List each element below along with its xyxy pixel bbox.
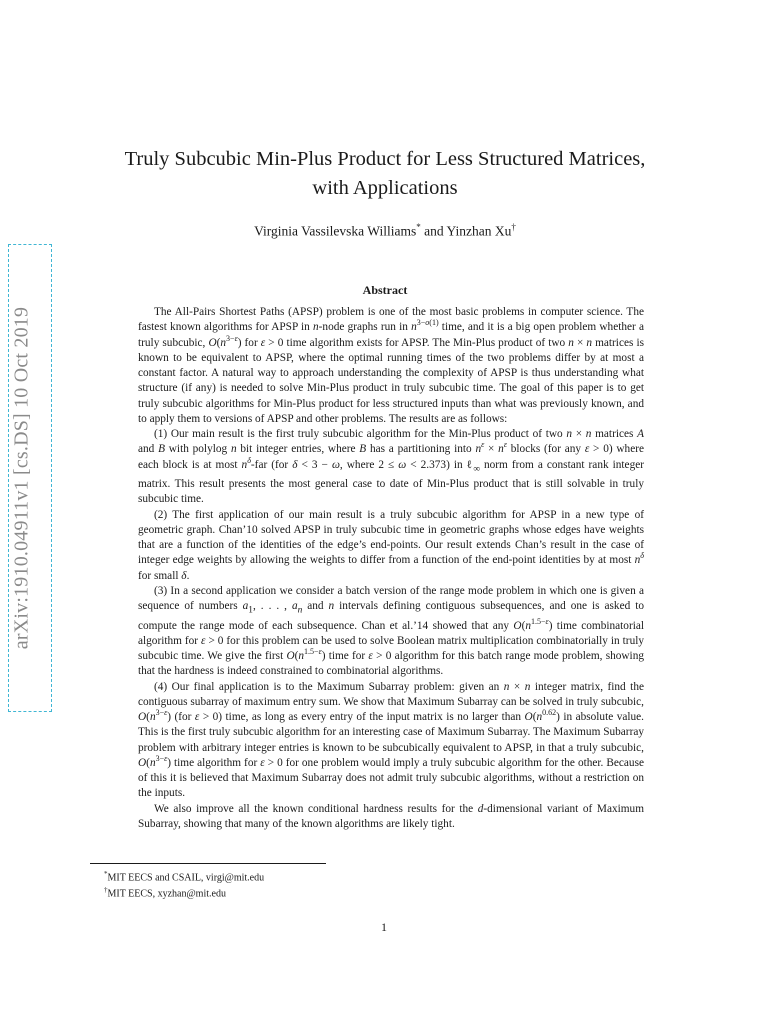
author-2: Yinzhan Xu <box>446 223 512 239</box>
paper-title <box>90 145 680 203</box>
author-line <box>90 218 680 241</box>
footnote-1 <box>104 868 524 884</box>
page-number: 1 <box>381 920 387 934</box>
abstract-body <box>138 305 644 832</box>
abstract-paragraph: (3) In a second application we consider a batch version of the range mode problem in which one is given a sequence of numbers $a_1$, . . . , $a_n$ and n intervals defining contiguous subsequences, and one is asked to compute the range mode of each subsequence. Chan et al.’14 showed that any $O(n^{1.5-\varepsilon})$ time combinatorial algorithm for ε > 0 for this problem can be used to solve Boolean matrix multiplication combinatorially in truly subcubic time. We give the first $O(n^{1.5-\varepsilon})$ time for ε > 0 algorithm for this batch range mode problem, showing that the hardness is indeed constrained to combinatorial algorithms. <box>138 584 644 678</box>
abstract-paragraph: (1) Our main result is the first truly subcubic algorithm for the Min-Plus product of two n × n matrices A and B with polylog n bit integer entries, where B has a partitioning into $n^\varepsilon \times n^\varepsilon$ blocks (for any ε > 0) where each block is at most $n^\delta$-far (for δ < 3 − ω, where 2 ≤ ω < 2.373) in ℓ$_\infty$ norm from a constant rank integer matrix. This result presents the most general case to date of Min-Plus product that is still solvable in truly subcubic time. <box>138 428 644 506</box>
abstract-paragraph: The All-Pairs Shortest Paths (APSP) problem is one of the most basic problems in computer science. The fastest known algorithms for APSP in n-node graphs run in $n^{3-o(1)}$ time, and it is a big open problem whether a truly subcubic, $O(n^{3-\varepsilon})$ for ε > 0 time algorithm exists for APSP. The Min-Plus product of two n × n matrices is known to be equivalent to APSP, where the optimal running times of the two problems differ by at most a constant factor. A natural way to approach understanding the complexity of APSP is thus understanding what structure (if any) is needed to solve Min-Plus product in truly subcubic time. The goal of this paper is to get truly subcubic algorithms for Min-Plus product for less structured inputs than what was previously known, and to apply them to versions of APSP and other problems. The results are as follows: <box>138 306 644 425</box>
title-line-2: with Applications <box>312 177 458 199</box>
footnote-2-mark: † <box>104 886 108 895</box>
abstract-heading: Abstract <box>362 283 408 297</box>
abstract-paragraph: (2) The first application of our main result is a truly subcubic algorithm for APSP in a new type of geometric graph. Chan’10 solved APSP in truly subcubic time in geometric graphs whose edges have weights that are a function of the identities of the edge’s end-points. Our result extends Chan’s result in the case of integer edge weights by allowing the weights to differ from a function of the end-point identities by at most $n^\delta$ for small δ. <box>138 508 644 582</box>
author-1: Virginia Vassilevska Williams <box>254 223 417 239</box>
abstract-paragraph: (4) Our final application is to the Maximum Subarray problem: given an n × n integer matrix, find the contiguous subarray of maximum entry sum. We show that Maximum Subarray can be solved in truly subcubic, $O(n^{3-\varepsilon})$ (for ε > 0) time, as long as every entry of the input matrix is no larger than $O(n^{0.62})$ in absolute value. This is the first truly subcubic algorithm for an interesting case of Maximum Subarray. The Maximum Subarray problem with arbitrary integer entries is known to be subcubically equivalent to APSP, in that a truly subcubic, $O(n^{3-\varepsilon})$ time algorithm for ε > 0 for one problem would imply a truly subcubic algorithm for the other. Because of this it is believed that Maximum Subarray does not admit truly subcubic algorithms, without a restriction on the inputs. <box>138 680 644 800</box>
footnote-1-mark: * <box>104 870 108 878</box>
author-2-mark: † <box>511 222 516 232</box>
arxiv-stamp: arXiv:1910.04911v1 [cs.DS] 10 Oct 2019 <box>10 306 33 650</box>
abstract-paragraph: We also improve all the known conditional hardness results for the d-dimensional variant of Maximum Subarray, showing that many of the known algorithms are likely tight. <box>138 802 644 830</box>
title-line-1: Truly Subcubic Min-Plus Product for Less Structured Matrices, <box>124 148 646 170</box>
footnote-2-text: MIT EECS, xyzhan@mit.edu <box>107 888 226 900</box>
footnote-1-text: MIT EECS and CSAIL, virgi@mit.edu <box>107 872 265 884</box>
footnote-rule <box>90 863 326 864</box>
author-joiner: and <box>420 223 447 239</box>
author-1-mark: * <box>416 222 421 232</box>
footnotes <box>104 868 524 901</box>
footnote-2 <box>104 884 524 900</box>
